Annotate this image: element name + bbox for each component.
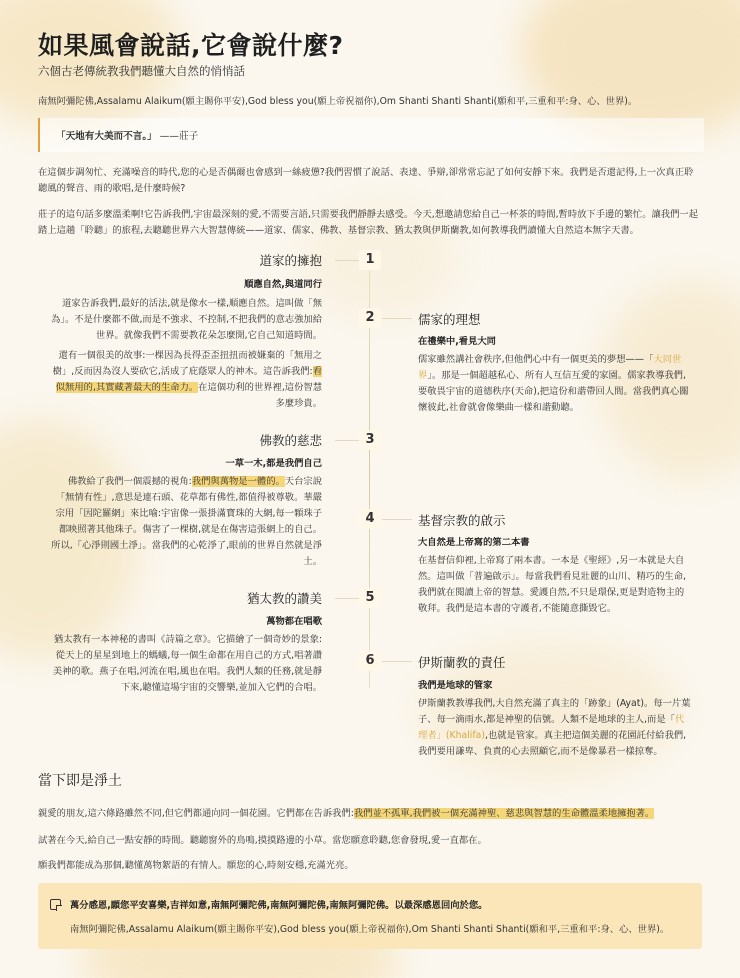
timeline-number-5: 5 [359, 588, 381, 608]
fo-text: 天台宗說 [284, 476, 322, 487]
ji-line: 我們就在閱讀上帝的智慧。愛護自然,不只是環保,更是對造物主的 [418, 587, 685, 598]
yi-subtitle: 我們是地球的管家 [418, 680, 493, 691]
dao-line [30, 380, 322, 396]
dao-line: 多麼珍貴。 [275, 398, 322, 409]
ji-line: 然。這叫做「普遍啟示」。每當我們看見壯麗的山川、精巧的生命, [418, 571, 686, 582]
timeline-number-1: 1 [359, 250, 381, 270]
yi-line: 我們要用謙卑、負責的心去照顧它,而不是像暴君一樣掠奪。 [418, 746, 663, 757]
timeline-connector [382, 661, 412, 662]
closing-paragraph-1 [38, 806, 702, 822]
page-title: 如果風會說話,它會說什麼? [38, 31, 344, 60]
dao-line: 道家告訴我們,最好的活法,就是像水一樣,順應自然。這叫做「無 [62, 298, 322, 309]
ru-line [418, 368, 702, 384]
timeline-connector [382, 519, 412, 520]
ru-gold: 界 [418, 370, 428, 381]
dedication-line: 萬分感恩,願您平安喜樂,吉祥如意,南無阿彌陀佛,南無阿彌陀佛,南無阿彌陀佛。以最深感恩回向於您。 [70, 900, 488, 911]
closing-heading: 當下即是淨土 [38, 773, 122, 789]
dao-title: 道家的擁抱 [259, 253, 322, 268]
dao-line: 為」。不是什麼都不做,而是不強求、不控制,不把我們的意志強加給 [51, 314, 322, 325]
you-title: 猶太教的讚美 [246, 591, 322, 606]
dao-line: 還有一個很美的故事:一棵因為長得歪歪扭扭而被嫌棄的「無用之 [58, 350, 322, 361]
page-subtitle: 六個古老傳統教我們聽懂大自然的悄悄話 [38, 64, 245, 78]
fo-line: 都映照著其他珠子。傷害了一棵樹,就是在傷害這張網上的自己。 [58, 524, 322, 535]
ji-body [418, 553, 702, 617]
timeline-number-2: 2 [359, 308, 381, 328]
closing-paragraph-3: 願我們都能成為那個,聽懂萬物絮語的有情人。願您的心,時刻安穩,充滿光亮。 [38, 860, 354, 871]
fo-title: 佛教的慈悲 [259, 433, 322, 448]
timeline-number-6: 6 [359, 651, 381, 671]
dao-line: 世界。就像我們不需要教花朵怎麼開,它自己知道時間。 [95, 330, 322, 341]
intro-paragraph-1: 在這個步調匆忙、充滿噪音的時代,您的心是否偶爾也會感到一絲疲憊?我們習慣了說話、表達、爭辯,卻常常忘記了如何安靜下來。我們是否還記得,上一次真正聆聽風的聲音、雨的歌唱,是什麼時候? [38, 167, 694, 194]
you-line: 從天上的星星到地上的螞蟻,每一個生命都在用自己的方式,唱著讚 [55, 650, 322, 661]
you-subtitle: 萬物都在唱歌 [266, 616, 322, 627]
ji-subtitle: 大自然是上帝寫的第二本書 [418, 537, 530, 548]
quote-box [38, 118, 704, 152]
closing-highlight: 我們並不孤單,我們被一個充滿神聖、慈悲與智慧的生命體溫柔地擁抱著。 [353, 808, 655, 819]
fo-line: 土。 [303, 556, 322, 567]
yi-title: 伊斯蘭教的責任 [418, 655, 506, 670]
yi-line [418, 728, 702, 744]
fo-highlight: 我們與萬物是一體的。 [191, 476, 285, 487]
fo-line: 所以,「心淨則國土淨」。當我們的心乾淨了,眼前的世界自然就是淨 [51, 540, 322, 551]
fo-subtitle: 一草一木,都是我們自己 [225, 458, 322, 469]
quote [56, 128, 198, 142]
ru-title: 儒家的理想 [418, 312, 481, 327]
yi-line: 伊斯蘭教教導我們,大自然充滿了真主的「跡象」(Ayat)。每一片葉 [418, 698, 691, 709]
yi-body [418, 696, 702, 760]
ru-line: 懷彼此,社會就會像樂曲一樣和諧動聽。 [418, 402, 580, 413]
dao-body-2 [30, 348, 322, 412]
dao-body [30, 296, 322, 344]
note-icon [50, 899, 61, 910]
closing-paragraph-2: 試著在今天,給自己一點安靜的時間。聽聽窗外的鳥鳴,摸摸路邊的小草。當您願意聆聽,您會發現,愛一直都在。 [38, 835, 487, 846]
you-line: 下來,聽懂這場宇宙的交響樂,並加入它們的合唱。 [120, 682, 322, 693]
you-line: 美神的歌。燕子在唱,河流在唱,風也在唱。我們人類的任務,就是靜 [52, 666, 322, 677]
fo-line [30, 474, 322, 490]
ru-text: 儒家雖然講社會秩序,但他們心中有一個更美的夢想——「 [418, 354, 654, 365]
dao-text: 樹」,反而因為沒人要砍它,活成了庇蔭眾人的神木。這告訴我們: [52, 366, 313, 377]
ru-subtitle: 在禮樂中,看見大同 [418, 336, 496, 347]
ru-body [418, 352, 702, 416]
fo-body [30, 474, 322, 570]
timeline-number-4: 4 [359, 509, 381, 529]
quote-text: 「天地有大美而不言。」 [56, 131, 157, 142]
dedication-box [38, 883, 702, 949]
dao-subtitle: 順應自然,與道同行 [244, 279, 322, 290]
yi-text: 子、每一滴雨水,都是神聖的信號。人類不是地球的主人,而是「 [418, 714, 675, 725]
quote-author: ——莊子 [159, 131, 199, 142]
blessing-line-footer: 南無阿彌陀佛,Assalamu Alaikum(願主賜你平安),God bless you(願上帝祝福你),Om Shanti Shanti Shanti(願和平,三重和平:身、心、世界)。 [70, 924, 670, 935]
fo-line: 「無情有性」,意思是連石頭、花草都有佛性,都值得被尊敬。華嚴 [55, 492, 322, 503]
ru-line: 要敬畏宇宙的道德秩序(天命),把這份和諧帶回人間。當我們真心關 [418, 386, 689, 397]
yi-line [418, 712, 702, 728]
fo-text: 佛教給了我們一個震撼的視角: [67, 476, 192, 487]
intro-paragraph-2: 莊子的這句話多麼溫柔啊!它告訴我們,宇宙最深刻的愛,不需要言語,只需要我們靜靜去感受。今天,想邀請您給自己一杯茶的時間,暫時放下手邊的繁忙。讓我們一起踏上這趟「聆聽」的旅程,去聽聽世界六大智慧傳統——道家、儒家、佛教、基督宗教、猶太教與伊斯蘭教,如何教導我們讀懂大自然這本無字天書。 [38, 209, 698, 236]
ru-gold: 大同世 [653, 354, 682, 365]
timeline-connector [382, 318, 412, 319]
closing-text: 親愛的朋友,這六條路雖然不同,但它們都通向同一個花園。它們都在告訴我們: [38, 808, 354, 819]
ji-title: 基督宗教的啟示 [418, 513, 506, 528]
blessing-line: 南無阿彌陀佛,Assalamu Alaikum(願主賜你平安),God bless you(願上帝祝福你),Om Shanti Shanti Shanti(願和平,三重和平:身、心、世界)。 [38, 96, 638, 107]
ji-line: 在基督信仰裡,上帝寫了兩本書。一本是《聖經》,另一本就是大自 [418, 555, 685, 566]
yi-gold: 理者」(Khalifa) [418, 730, 485, 741]
fo-line: 宗用「因陀羅網」來比喻:宇宙像一張掛滿寶珠的大網,每一顆珠子 [55, 508, 322, 519]
dao-text: 在這個功利的世界裡,這份智慧 [198, 382, 322, 393]
yi-gold: 代 [674, 714, 685, 725]
ru-line [418, 352, 702, 368]
dao-highlight: 似無用的,其實藏著最大的生命力。 [55, 382, 199, 393]
dao-highlight: 看 [312, 366, 322, 377]
timeline-number-3: 3 [359, 430, 381, 450]
you-line: 猶太教有一本神秘的書叫《詩篇之章》。它描繪了一個奇妙的景象: [53, 634, 322, 645]
dao-line [30, 364, 322, 380]
ji-line: 敬拜。我們是這本書的守護者,不能隨意撕毀它。 [418, 603, 617, 614]
yi-text: ,也就是管家。真主把這個美麗的花園託付給我們, [484, 730, 687, 741]
you-body [30, 632, 322, 696]
ru-text: 」。那是一個超越私心、所有人互信互愛的家園。儒家教導我們, [427, 370, 686, 381]
